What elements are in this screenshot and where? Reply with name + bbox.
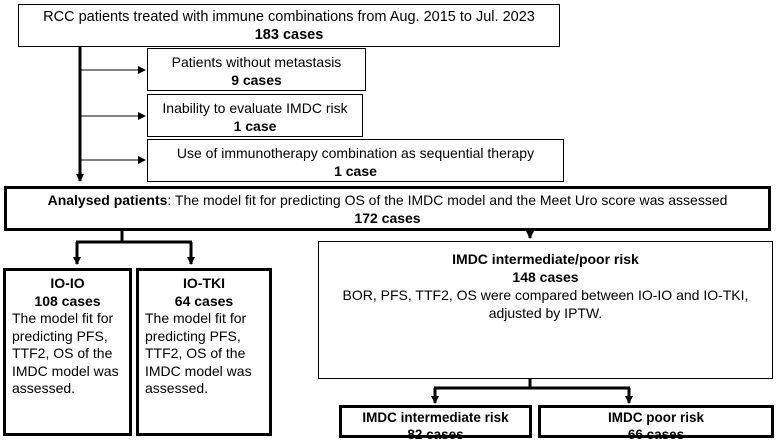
exclusion-box-2 — [147, 94, 363, 137]
poor-title: IMDC poor risk — [607, 410, 704, 425]
exclusion-box-1 — [147, 48, 366, 91]
intermediate-box — [339, 405, 532, 442]
analysed-count: 172 cases — [354, 210, 421, 226]
exclusion-count: 1 case — [233, 118, 277, 134]
ioio-box — [3, 268, 132, 436]
intermediate-count: 82 cases — [407, 427, 464, 442]
ioio-description: The model fit for predicting PFS, TTF2, OS of the IMDC model was assessed. — [12, 310, 119, 396]
iotki-description: The model fit for predicting PFS, TTF2, OS of the IMDC model was assessed. — [145, 310, 252, 396]
intpoor-box — [318, 241, 773, 379]
analysed-text: : The model fit for predicting OS of the IMDC model and the Meet Uro score was assessed — [167, 192, 728, 208]
iotki-count: 64 cases — [174, 292, 234, 309]
iotki-box — [136, 268, 272, 436]
top-box-title: RCC patients treated with immune combinations from Aug. 2015 to Jul. 2023 — [43, 9, 535, 25]
iotki-title: IO-TKI — [183, 275, 225, 291]
exclusion-count: 9 cases — [231, 72, 282, 88]
intpoor-title: IMDC intermediate/poor risk — [452, 251, 639, 267]
exclusion-label: Patients without metastasis — [171, 54, 342, 70]
exclusion-count: 1 case — [334, 163, 377, 179]
top-box-count: 183 cases — [254, 27, 324, 43]
analysed-box — [4, 186, 771, 231]
ioio-title: IO-IO — [50, 275, 85, 291]
intermediate-title: IMDC intermediate risk — [362, 410, 509, 425]
intpoor-count: 148 cases — [512, 269, 579, 285]
exclusion-label: Use of immunotherapy combination as sequential therapy — [176, 145, 535, 161]
poor-count: 66 cases — [627, 427, 685, 442]
top-box — [18, 4, 560, 47]
analysed-description — [7, 191, 768, 209]
poor-box — [538, 405, 774, 442]
analysed-label: Analysed patients — [47, 192, 168, 208]
exclusion-box-3 — [147, 139, 564, 182]
ioio-count: 108 cases — [34, 292, 101, 309]
exclusion-label: Inability to evaluate IMDC risk — [162, 100, 348, 116]
intpoor-description: BOR, PFS, TTF2, OS were compared between IO-IO and IO-TKI, adjusted by IPTW. — [342, 287, 749, 321]
